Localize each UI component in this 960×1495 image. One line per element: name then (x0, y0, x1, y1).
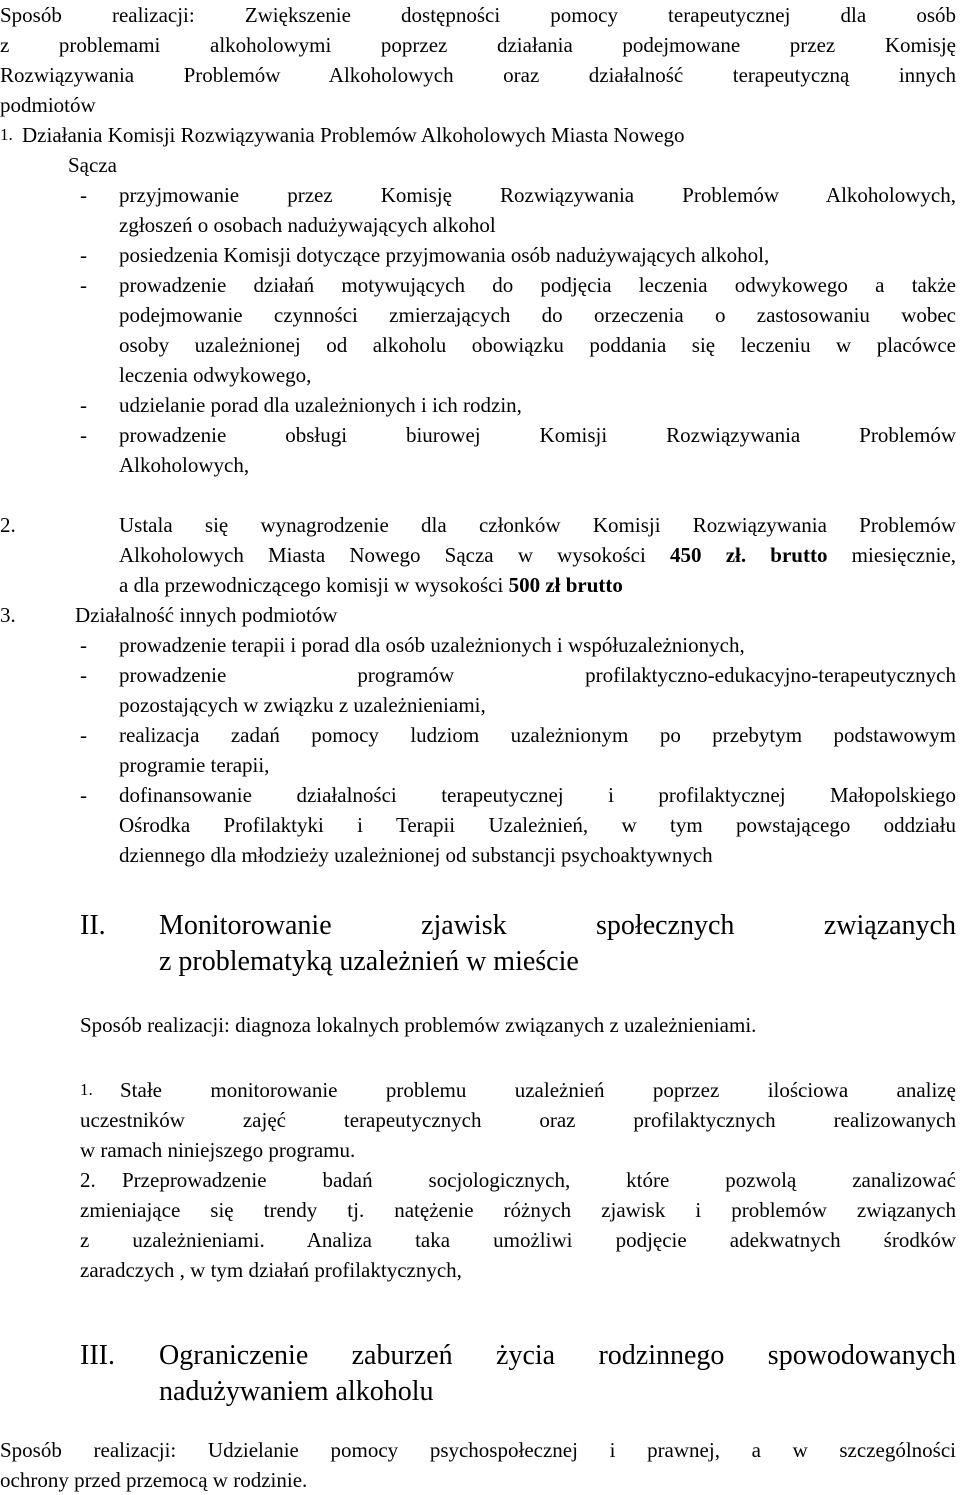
brutto-label: brutto (770, 543, 828, 567)
section-2-line: a dla przewodniczącego komisji w wysokości 500 zł brutto (119, 573, 623, 597)
list-item-text: zgłoszeń o osobach nadużywających alkohol (119, 213, 496, 237)
list-item-text: realizacja zadań pomocy ludziom uzależnionym po przebytym podstawowym (119, 723, 956, 747)
heading-ii-title: Monitorowanie zjawisk społecznych związanych (159, 910, 956, 941)
list-item (80, 720, 956, 780)
item-text: Przeprowadzenie badań socjologicznych, które pozwolą zanalizować (122, 1168, 956, 1192)
bullet-dash: - (80, 783, 87, 807)
bullet-dash: - (80, 663, 87, 687)
section-1-list (80, 180, 956, 480)
section-2 (0, 510, 956, 600)
list-item-text: przyjmowanie przez Komisję Rozwiązywania Problemów Alkoholowych, (119, 183, 956, 207)
list-item (80, 390, 956, 420)
item-number: 1. (80, 1080, 93, 1099)
intro-line: podmiotów (0, 93, 96, 117)
amount-500: 500 zł brutto (508, 573, 623, 597)
item-number: 2. (80, 1168, 96, 1192)
list-item (80, 660, 956, 720)
list-item (80, 270, 956, 390)
section-2-line: Alkoholowych Miasta Nowego Sącza w wysokości 450 zł. brutto miesięcznie, (119, 543, 957, 567)
bullet-dash: - (80, 393, 87, 417)
section-1-title-cont: Sącza (68, 153, 117, 177)
intro-paragraph (0, 0, 956, 120)
list-item (80, 630, 956, 660)
list-item-text: programie terapii, (119, 753, 270, 777)
list-item-text: prowadzenie działań motywujących do podjęcia leczenia odwykowego a także (119, 273, 956, 297)
list-item-text: podejmowanie czynności zmierzających do orzeczenia o zastosowaniu wobec (119, 303, 956, 327)
list-item-text: osoby uzależnionej od alkoholu obowiązku poddania się leczeniu w placówce (119, 333, 956, 357)
list-item-text: dziennego dla młodzieży uzależnionej od substancji psychoaktywnych (119, 843, 713, 867)
bullet-dash: - (80, 183, 87, 207)
item-text: Stałe monitorowanie problemu uzależnień poprzez ilościowa analizę (120, 1078, 956, 1102)
heading-iii-title: Ograniczenie zaburzeń życia rodzinnego spowodowanych (159, 1340, 956, 1371)
list-item (80, 780, 956, 870)
list-item-text: leczenia odwykowego, (119, 363, 312, 387)
heading-iii-title-cont: nadużywaniem alkoholu (159, 1376, 434, 1407)
heading-iii-number: III. (80, 1340, 115, 1371)
list-item-text: Ośrodka Profilaktyki i Terapii Uzależnień, w tym powstającego oddziału (119, 813, 956, 837)
item-text: w ramach niniejszego programu. (80, 1138, 356, 1162)
final-line: ochrony przed przemocą w rodzinie. (0, 1468, 308, 1492)
list-item (80, 240, 956, 270)
list-item-text: prowadzenie terapii i porad dla osób uzależnionych i współuzależnionych, (119, 633, 745, 657)
list-item-text: prowadzenie programów profilaktyczno-edukacyjno-terapeutycznych (119, 663, 956, 687)
item-text: z uzależnieniami. Analiza taka umożliwi podjęcie adekwatnych środków (80, 1228, 956, 1252)
heading-ii (80, 908, 956, 980)
monitoring-item-2 (80, 1165, 956, 1285)
list-item-text: posiedzenia Komisji dotyczące przyjmowania osób nadużywających alkohol, (119, 243, 770, 267)
heading-ii-title-cont: z problematyką uzależnień w mieście (159, 946, 579, 977)
list-item-text: Alkoholowych, (119, 453, 250, 477)
section-3-title: Działalność innych podmiotów (75, 603, 338, 627)
section-3-number: 3. (0, 603, 16, 627)
bullet-dash: - (80, 423, 87, 447)
heading-ii-number: II. (80, 910, 106, 941)
section-1-heading (0, 120, 956, 180)
section-1-number: 1. (0, 125, 13, 144)
heading-iii (80, 1338, 956, 1410)
bullet-dash: - (80, 243, 87, 267)
bullet-dash: - (80, 273, 87, 297)
intro-line: z problemami alkoholowymi poprzez działania podejmowane przez Komisję (0, 33, 956, 57)
bullet-dash: - (80, 723, 87, 747)
intro-line: Rozwiązywania Problemów Alkoholowych oraz działalność terapeutyczną innych (0, 63, 956, 87)
monitoring-item-1 (80, 1075, 956, 1165)
bullet-dash: - (80, 633, 87, 657)
section-3-list (80, 630, 956, 870)
final-line: Sposób realizacji: Udzielanie pomocy psychospołecznej i prawnej, a w szczególności (0, 1438, 956, 1462)
section-1-title: Działania Komisji Rozwiązywania Problemów Alkoholowych Miasta Nowego (22, 123, 685, 147)
intro-line: Sposób realizacji: Zwiększenie dostępności pomocy terapeutycznej dla osób (0, 3, 956, 27)
item-text: zmieniające się trendy tj. natężenie różnych zjawisk i problemów związanych (80, 1198, 956, 1222)
item-text: uczestników zajęć terapeutycznych oraz profilaktycznych realizowanych (80, 1108, 956, 1132)
section-2-line: Ustala się wynagrodzenie dla członków Komisji Rozwiązywania Problemów (119, 513, 956, 537)
amount-450: 450 zł. (670, 543, 747, 567)
list-item (80, 420, 956, 480)
list-item-text: dofinansowanie działalności terapeutycznej i profilaktycznej Małopolskiego (119, 783, 956, 807)
section-3 (0, 600, 956, 630)
list-item (80, 180, 956, 240)
list-item-text: pozostających w związku z uzależnieniami, (119, 693, 486, 717)
section-2-number: 2. (0, 513, 16, 537)
list-item-text: udzielanie porad dla uzależnionych i ich rodzin, (119, 393, 522, 417)
item-text: zaradczych , w tym działań profilaktycznych, (80, 1258, 462, 1282)
list-item-text: prowadzenie obsługi biurowej Komisji Rozwiązywania Problemów (119, 423, 956, 447)
final-paragraph (0, 1435, 956, 1495)
monitoring-method: Sposób realizacji: diagnoza lokalnych problemów związanych z uzależnieniami. (80, 1013, 757, 1037)
